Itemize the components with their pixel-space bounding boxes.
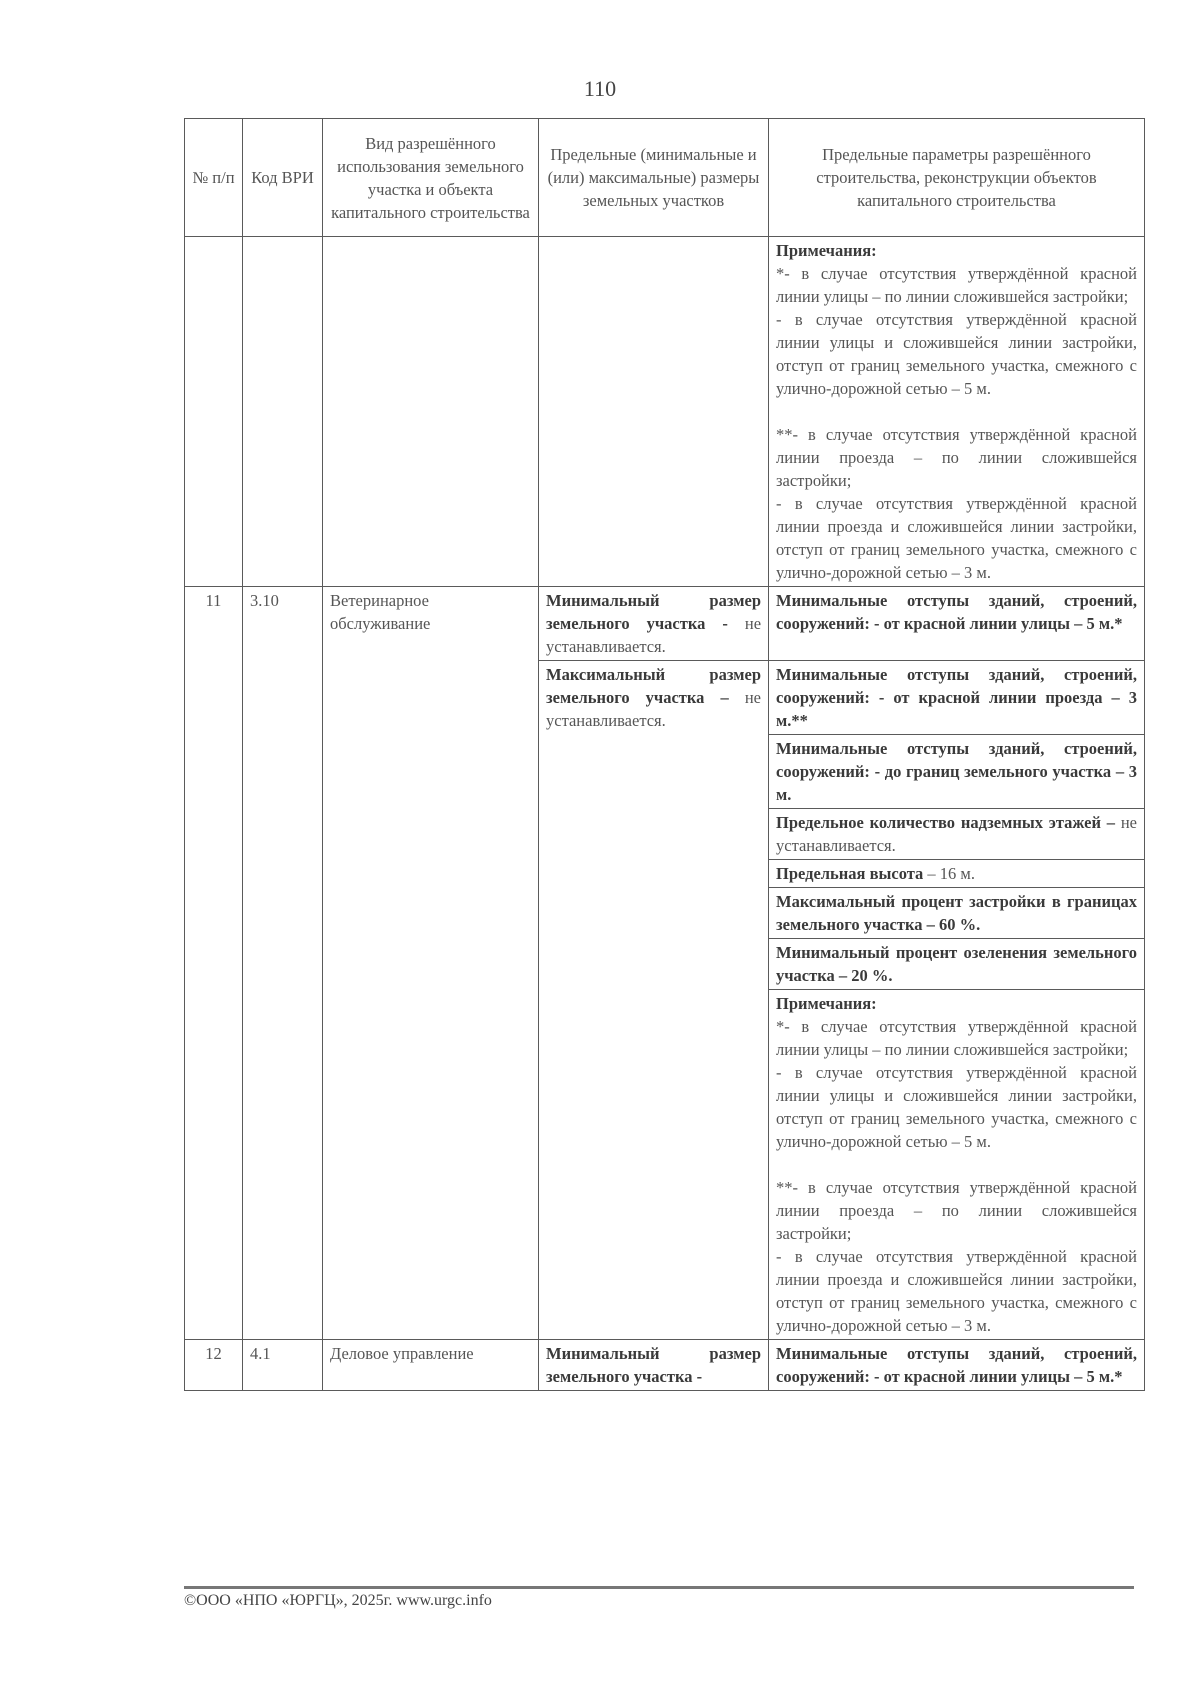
min-plot-size-label: Минимальный размер земельного участка - — [546, 1344, 761, 1386]
param-cell — [769, 888, 1145, 939]
max-plot-size-cell — [539, 661, 769, 1340]
note-paragraph: - в случае отсутствия утверждённой красной линии проезда и сложившейся линии застройки, отступ от границ земельного участка, смежного с улично-дорожной сетью – 3 м. — [776, 1247, 1137, 1335]
param-cell — [769, 587, 1145, 661]
param-value: не устанавливается. — [776, 813, 1137, 855]
row-number: 12 — [185, 1340, 243, 1391]
header-parameters: Предельные параметры разрешённого строительства, реконструкции объектов капитального строительства — [769, 119, 1145, 237]
notes-title: Примечания: — [776, 994, 877, 1013]
param-value: - от красной линии проезда – 3 м.** — [776, 688, 1138, 730]
param-value: – 16 м. — [927, 864, 975, 883]
notes-cell — [769, 237, 1145, 587]
param-value: - от красной линии улицы – 5 м.* — [874, 1367, 1123, 1386]
param-cell — [769, 860, 1145, 888]
header-plot-size: Предельные (минимальные и (или) максимальные) размеры земельных участков — [539, 119, 769, 237]
footer-divider — [184, 1586, 1134, 1589]
param-label: Минимальные отступы зданий, строений, сооружений: — [776, 591, 1137, 633]
header-kind: Вид разрешённого использования земельного участка и объекта капитального строительства — [323, 119, 539, 237]
param-cell — [769, 809, 1145, 860]
table-header-row — [185, 119, 1145, 237]
min-plot-size-cell — [539, 1340, 769, 1391]
note-paragraph: **- в случае отсутствия утверждённой красной линии проезда – по линии сложившейся застройки; — [776, 425, 1137, 490]
notes-cell — [769, 990, 1145, 1340]
param-value: - от красной линии улицы – 5 м.* — [874, 614, 1123, 633]
row-code: 3.10 — [243, 587, 323, 1340]
page-number: 110 — [583, 76, 617, 101]
row-kind: Ветеринарное обслуживание — [323, 587, 539, 1340]
param-value: – 60 %. — [926, 915, 981, 934]
min-plot-size-value: не устанавливается. — [546, 614, 762, 656]
note-paragraph: *- в случае отсутствия утверждённой красной линии улицы – по линии сложившейся застройки; — [776, 1017, 1137, 1059]
note-paragraph: - в случае отсутствия утверждённой красной линии проезда и сложившейся линии застройки, отступ от границ земельного участка, смежного с улично-дорожной сетью – 3 м. — [776, 494, 1137, 582]
param-label: Минимальные отступы зданий, строений, сооружений: — [776, 1344, 1137, 1386]
param-cell — [769, 1340, 1145, 1391]
param-cell — [769, 735, 1145, 809]
note-paragraph: - в случае отсутствия утверждённой красной линии улицы и сложившейся линии застройки, отступ от границ земельного участка, смежного с улично-дорожной сетью – 5 м. — [776, 310, 1137, 398]
param-label: Предельное количество надземных этажей – — [776, 813, 1116, 832]
table-row — [185, 237, 1145, 587]
param-label: Максимальный процент застройки в границах земельного участка — [776, 892, 1137, 934]
table-row — [185, 1340, 1145, 1391]
param-value: - до границ земельного участка – 3 м. — [776, 762, 1137, 804]
param-label: Минимальный процент озеленения земельного участка — [776, 943, 1137, 985]
param-label: Предельная высота — [776, 864, 924, 883]
note-paragraph: *- в случае отсутствия утверждённой красной линии улицы – по линии сложившейся застройки; — [776, 264, 1137, 306]
param-cell — [769, 661, 1145, 735]
param-label: Минимальные отступы зданий, строений, сооружений: — [776, 739, 1137, 781]
max-plot-size-value: не устанавливается. — [546, 688, 761, 730]
min-plot-size-label: Минимальный размер земельного участка - — [546, 591, 761, 633]
max-plot-size-label: Максимальный размер земельного участка – — [546, 665, 761, 707]
notes-title: Примечания: — [776, 241, 877, 260]
min-plot-size-cell — [539, 587, 769, 661]
row-kind: Деловое управление — [323, 1340, 539, 1391]
footer-copyright: ©ООО «НПО «ЮРГЦ», 2025г. www.urgc.info — [184, 1592, 492, 1609]
param-cell — [769, 939, 1145, 990]
param-value: – 20 %. — [838, 966, 893, 985]
row-code: 4.1 — [243, 1340, 323, 1391]
header-code: Код ВРИ — [243, 119, 323, 237]
note-paragraph: **- в случае отсутствия утверждённой красной линии проезда – по линии сложившейся застройки; — [776, 1178, 1137, 1243]
regulations-table — [184, 118, 1145, 1391]
note-paragraph: - в случае отсутствия утверждённой красной линии улицы и сложившейся линии застройки, отступ от границ земельного участка, смежного с улично-дорожной сетью – 5 м. — [776, 1063, 1137, 1151]
table-row — [185, 587, 1145, 661]
param-label: Минимальные отступы зданий, строений, сооружений: — [776, 665, 1137, 707]
row-number: 11 — [185, 587, 243, 1340]
header-number: № п/п — [185, 119, 243, 237]
